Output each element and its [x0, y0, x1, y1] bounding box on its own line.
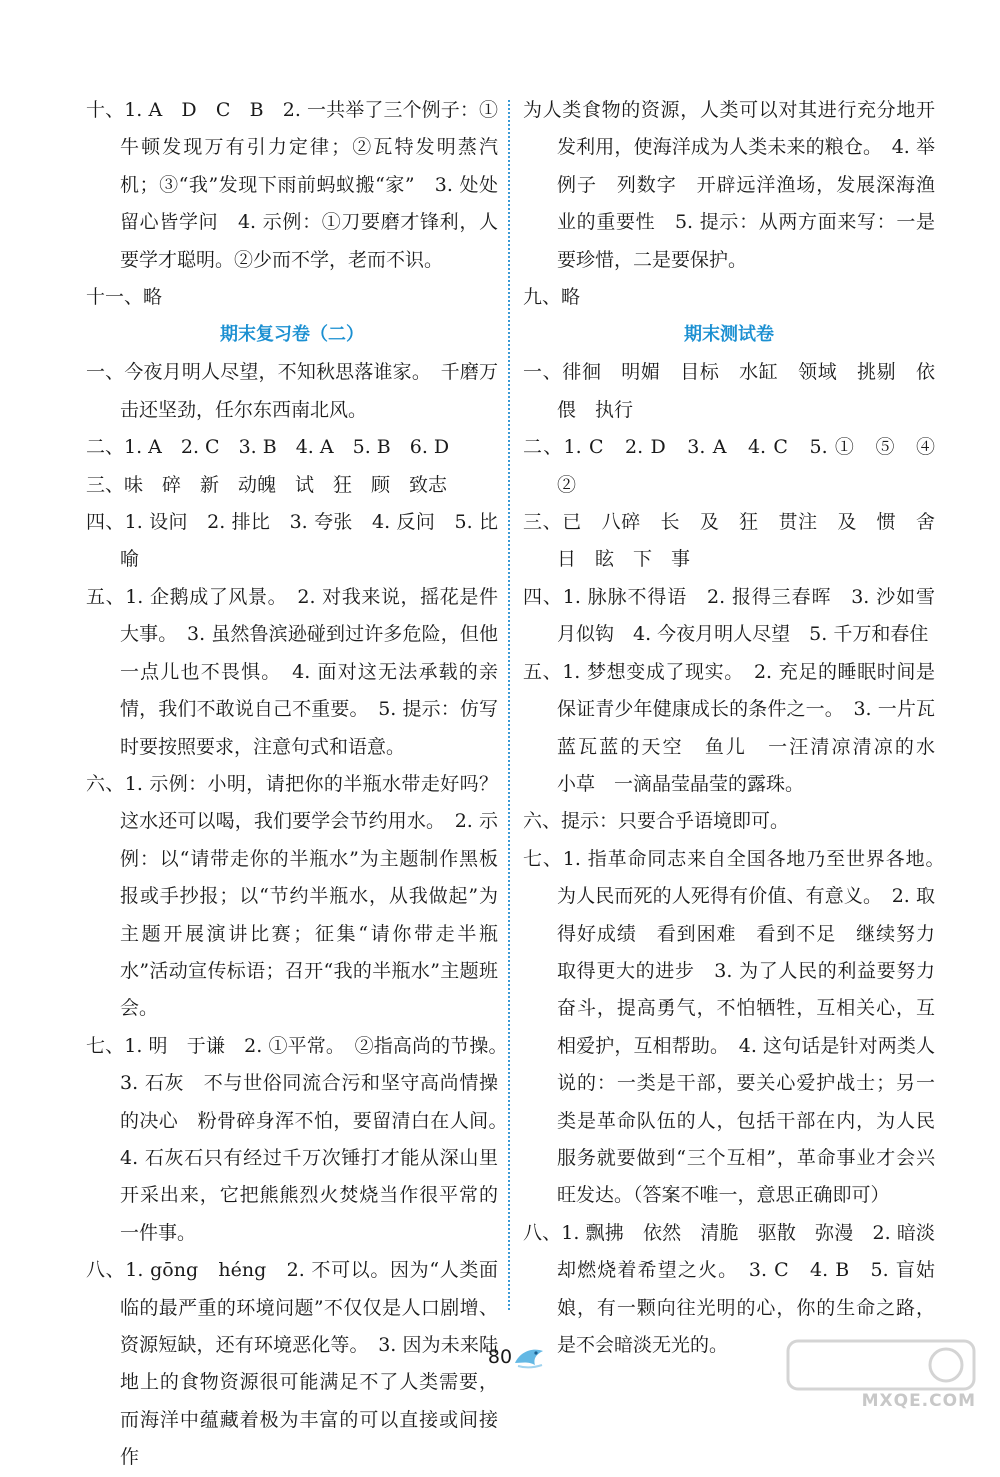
left-answer-item: 八、1. gōng héng 2. 不可以。因为“人类面临的最严重的环境问题”不仅仅是人口剧增、资源短缺，还有环境恶化等。 3. 因为未来陆地上的食物资源很可能满足不了人类需要，而海洋中蕴藏着极为丰富的可以直接或间接作 — [86, 1259, 498, 1469]
left-answer-item: 十、1. A D C B 2. 一共举了三个例子：①牛顿发现万有引力定律；②瓦特发明蒸汽机；③“我”发现下雨前蚂蚁搬“家” 3. 处处留心皆学问 4. 示例：①刀要磨才锋利，人要学才聪明。②少而不学，老而不识。 — [86, 99, 498, 271]
right-section-heading: 期末测试卷 — [684, 324, 774, 346]
left-answer-item: 五、1. 企鹅成了风景。 2. 对我来说，摇花是件大事。 3. 虽然鲁滨逊碰到过许多危险，但他一点儿也不畏惧。 4. 面对这无法承载的亲情，我们不敢说自己不重要。 5. 提示：仿写时要按照要求，注意句式和语意。 — [86, 585, 498, 758]
right-answer-item: 九、略 — [523, 286, 581, 309]
left-answer-item: 一、今夜月明人尽望，不知秋思落谁家。 千磨万击还坚劲，任尔东西南北风。 — [86, 361, 498, 421]
left-answer-item: 七、1. 明 于谦 2. ①平常。 ②指高尚的节操。 3. 石灰 不与世俗同流合污和坚守高尚情操的决心 粉骨碎身浑不怕，要留清白在人间。 4. 石灰石只有经过千万次锤打才能从深山里开采出来，它把熊熊烈火焚烧当作很平常的一件事。 — [86, 1034, 518, 1244]
right-answer-item: 七、1. 指革命同志来自全国各地乃至世界各地。 为人民而死的人死得有价值、有意义。 2. 取得好成绩 看到困难 看到不足 继续努力取得更大的进步 3. 为了人民的利益要努力奋斗，提高勇气，不怕牺牲，互相关心，互相爱护，互相帮助。 4. 这句话是针对两类人说的：一类是干部，要关心爱护战士；另一类是革命队伍的人，包括干部在内，为人民服务就要做到“三个互相”，革命事业才会兴旺发达。（答案不唯一，意思正确即可） — [523, 847, 955, 1207]
right-answer-item: 六、提示：只要合乎语境即可。 — [523, 810, 790, 833]
right-column — [523, 92, 955, 1364]
left-answer-item: 三、味 碎 新 动魄 试 狂 顾 致志 — [86, 473, 448, 496]
right-answer-item: 一、徘徊 明媚 目标 水缸 领域 挑剔 依偎 执行 — [523, 361, 935, 421]
right-answer-item: 二、1. C 2. D 3. A 4. C 5. ① ⑤ ④ ② — [523, 436, 955, 496]
right-answer-item: 八、1. 飘拂 依然 清脆 驱散 弥漫 2. 暗淡却燃烧着希望之火。 3. C 4. B 5. 盲姑娘，有一颗向往光明的心，你的生命之路，是不会暗淡无光的。 — [523, 1221, 935, 1356]
watermark-badge-icon — [786, 1339, 976, 1391]
column-divider — [508, 100, 510, 1310]
page-number: 80 — [487, 1346, 513, 1368]
left-answer-item: 二、1. A 2. C 3. B 4. A 5. B 6. D — [86, 436, 450, 459]
right-answer-item: 四、1. 脉脉不得语 2. 报得三春晖 3. 沙如雪 月似钩 4. 今夜月明人尽望 5. 千万和春住 — [523, 585, 955, 646]
left-answer-item: 六、1. 示例：小明，请把你的半瓶水带走好吗？这水还可以喝，我们要学会节约用水。 2. 示例：以“请带走你的半瓶水”为主题制作黑板报或手抄报；以“节约半瓶水，从我做起”为主题开展演讲比赛；征集“请你带走半瓶水”活动宣传标语；召开“我的半瓶水”主题班会。 — [86, 772, 498, 1020]
left-section-heading: 期末复习卷（二） — [220, 324, 364, 346]
watermark-text: MXQE.COM — [861, 1391, 976, 1411]
right-answer-item: 三、已 八碎 长 及 狂 贯注 及 惯 舍 日 眩 下 事 — [523, 511, 955, 571]
watermark-logo — [786, 1339, 976, 1411]
mascot-icon — [512, 1343, 546, 1369]
right-answer-item: 五、1. 梦想变成了现实。 2. 充足的睡眠时间是保证青少年健康成长的条件之一。 3. 一片瓦蓝瓦蓝的天空 鱼儿 一汪清凉清凉的水 小草 一滴晶莹晶莹的露珠。 — [523, 660, 955, 795]
left-answer-item: 十一、略 — [86, 286, 163, 309]
right-answer-item: 为人类食物的资源，人类可以对其进行充分地开发利用，使海洋成为人类未来的粮仓。 4. 举例子 列数字 开辟远洋渔场，发展深海渔业的重要性 5. 提示：从两方面来写：一是要珍惜，二是要保护。 — [523, 99, 935, 271]
left-answer-item: 四、1. 设问 2. 排比 3. 夸张 4. 反问 5. 比喻 — [86, 511, 498, 571]
